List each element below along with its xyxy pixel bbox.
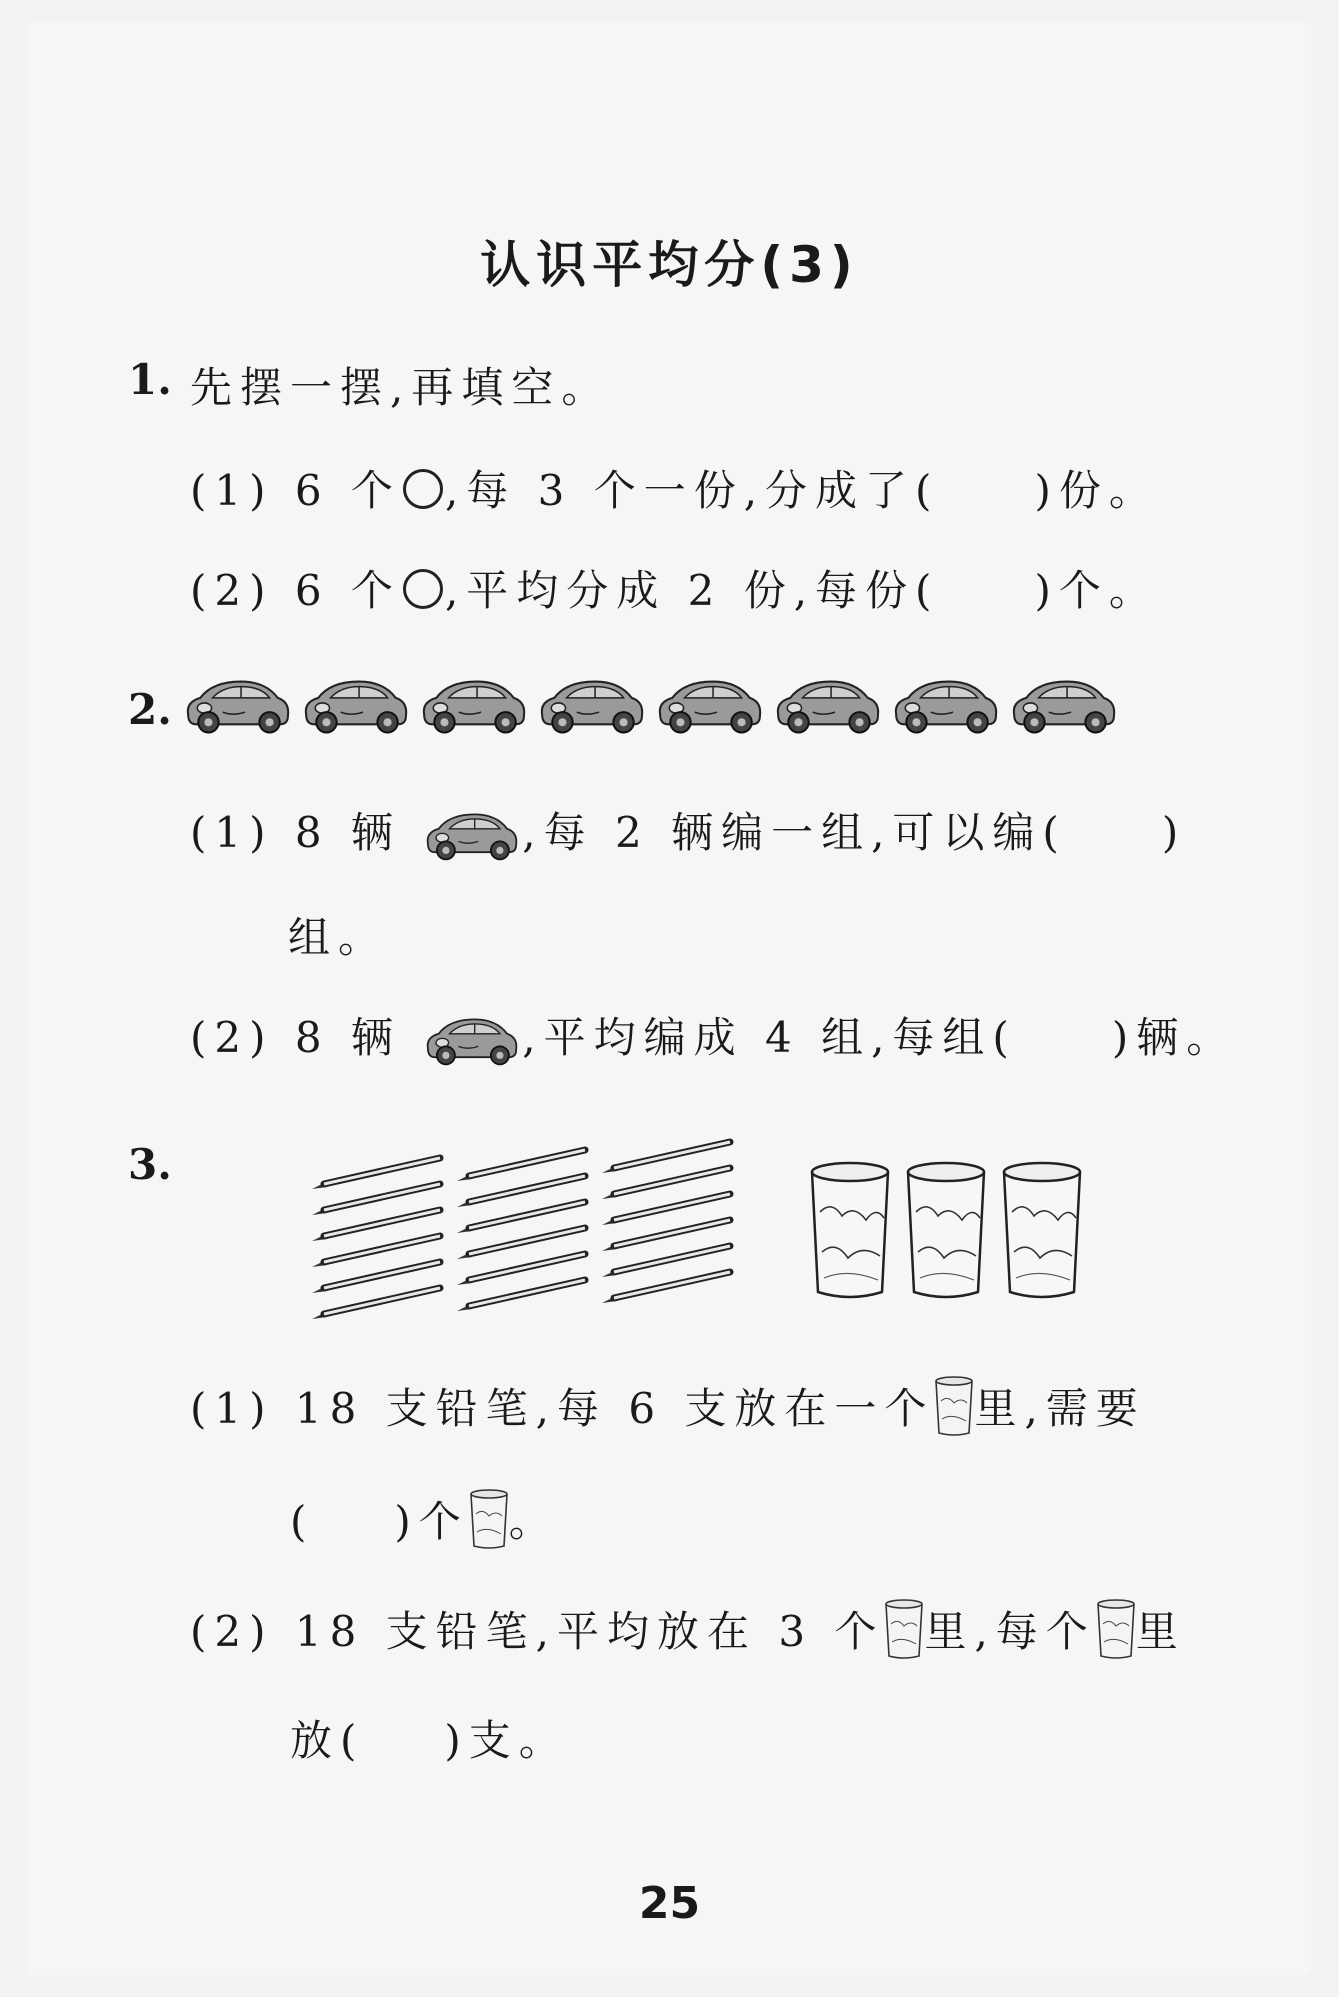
q3-1-text-e: 。 — [508, 1497, 559, 1546]
car-icon — [890, 675, 1002, 737]
pencil — [312, 1288, 440, 1319]
pencil — [457, 1202, 585, 1233]
cup — [1004, 1163, 1080, 1297]
question-3-2-cont — [290, 1708, 569, 1768]
q2-1-text-a: 8 辆 — [294, 808, 401, 857]
car-icon — [654, 675, 766, 737]
car-icon — [772, 675, 884, 737]
q2-2-label: (2) — [190, 1013, 274, 1062]
question-2-number: 2. — [128, 685, 172, 734]
car-icon — [422, 809, 522, 863]
question-3-1-cont — [290, 1488, 559, 1550]
pencil — [602, 1220, 730, 1251]
question-1-instruction: 先摆一摆,再填空。 — [190, 363, 612, 412]
page-sheet — [28, 22, 1311, 1975]
q3-2-label: (2) — [190, 1607, 274, 1656]
q3-1-text-c: ( — [290, 1497, 315, 1546]
pencil — [457, 1280, 585, 1311]
cup — [908, 1163, 984, 1297]
pencil — [602, 1194, 730, 1225]
pencil — [312, 1262, 440, 1293]
pencil — [457, 1228, 585, 1259]
pencil — [457, 1150, 585, 1181]
q1-2-text-c: )个。 — [1034, 566, 1159, 615]
q1-2-text-b: ,平均分成 2 份,每份( — [444, 566, 940, 615]
car-icon — [422, 1014, 522, 1068]
question-1-2 — [190, 558, 1159, 618]
q3-2-text-d: 放( — [290, 1716, 365, 1765]
q2-1-text-c: ) — [1161, 808, 1187, 857]
cup-group — [808, 1160, 1098, 1305]
pencil — [312, 1210, 440, 1241]
q1-1-text-c: )份。 — [1034, 466, 1159, 515]
q1-2-text-a: 6 个 — [294, 566, 401, 615]
question-3-2 — [190, 1598, 1186, 1660]
pencil — [602, 1246, 730, 1277]
q2-1-label: (1) — [190, 808, 274, 857]
q3-2-text-e: )支。 — [444, 1716, 569, 1765]
pencil — [312, 1236, 440, 1267]
q2-1-text-b: ,每 2 辆编一组,可以编( — [522, 808, 1067, 857]
question-1-number: 1. — [128, 355, 172, 404]
pencil — [457, 1176, 585, 1207]
car-icon — [1008, 675, 1120, 737]
q3-1-text-a: 18 支铅笔,每 6 支放在一个 — [294, 1384, 935, 1433]
question-1-1 — [190, 458, 1159, 518]
pencil — [457, 1254, 585, 1285]
q2-2-text-b: ,平均编成 4 组,每组( — [522, 1013, 1017, 1062]
pencil — [602, 1272, 730, 1303]
question-3-1 — [190, 1375, 1146, 1437]
cup — [812, 1163, 888, 1297]
cup-icon — [884, 1598, 924, 1660]
q1-1-label: (1) — [190, 466, 274, 515]
car-icon — [418, 675, 530, 737]
pencil-group — [312, 1125, 752, 1325]
pencil — [312, 1184, 440, 1215]
q3-2-text-a: 18 支铅笔,平均放在 3 个 — [294, 1607, 885, 1656]
car-icon — [300, 675, 412, 737]
circle-icon — [403, 469, 443, 509]
q3-2-text-b: 里,每个 — [924, 1607, 1096, 1656]
question-2-1 — [190, 800, 1186, 863]
q2-2-text-a: 8 辆 — [294, 1013, 401, 1062]
question-3-number: 3. — [128, 1140, 172, 1189]
q3-1-text-d: )个 — [394, 1497, 469, 1546]
pencil — [312, 1158, 440, 1189]
q3-1-text-b: 里,需要 — [974, 1384, 1146, 1433]
question-2-2 — [190, 1005, 1236, 1068]
cup-icon — [934, 1375, 974, 1437]
question-2-1-cont: 组。 — [288, 913, 389, 962]
page-title: 认识平均分(3) — [480, 236, 859, 294]
q1-1-text-b: ,每 3 个一份,分成了( — [444, 466, 940, 515]
pencil — [602, 1142, 730, 1173]
pencil — [602, 1168, 730, 1199]
q3-2-text-c: 里 — [1135, 1607, 1186, 1656]
car-icon — [182, 675, 294, 737]
car-icon — [536, 675, 648, 737]
page-number: 25 — [638, 1878, 701, 1929]
cup-icon — [469, 1488, 509, 1550]
q3-1-label: (1) — [190, 1384, 274, 1433]
cup-icon — [1096, 1598, 1136, 1660]
q1-2-label: (2) — [190, 566, 274, 615]
circle-icon — [403, 569, 443, 609]
q1-1-text-a: 6 个 — [294, 466, 401, 515]
q2-2-text-c: )辆。 — [1111, 1013, 1237, 1062]
